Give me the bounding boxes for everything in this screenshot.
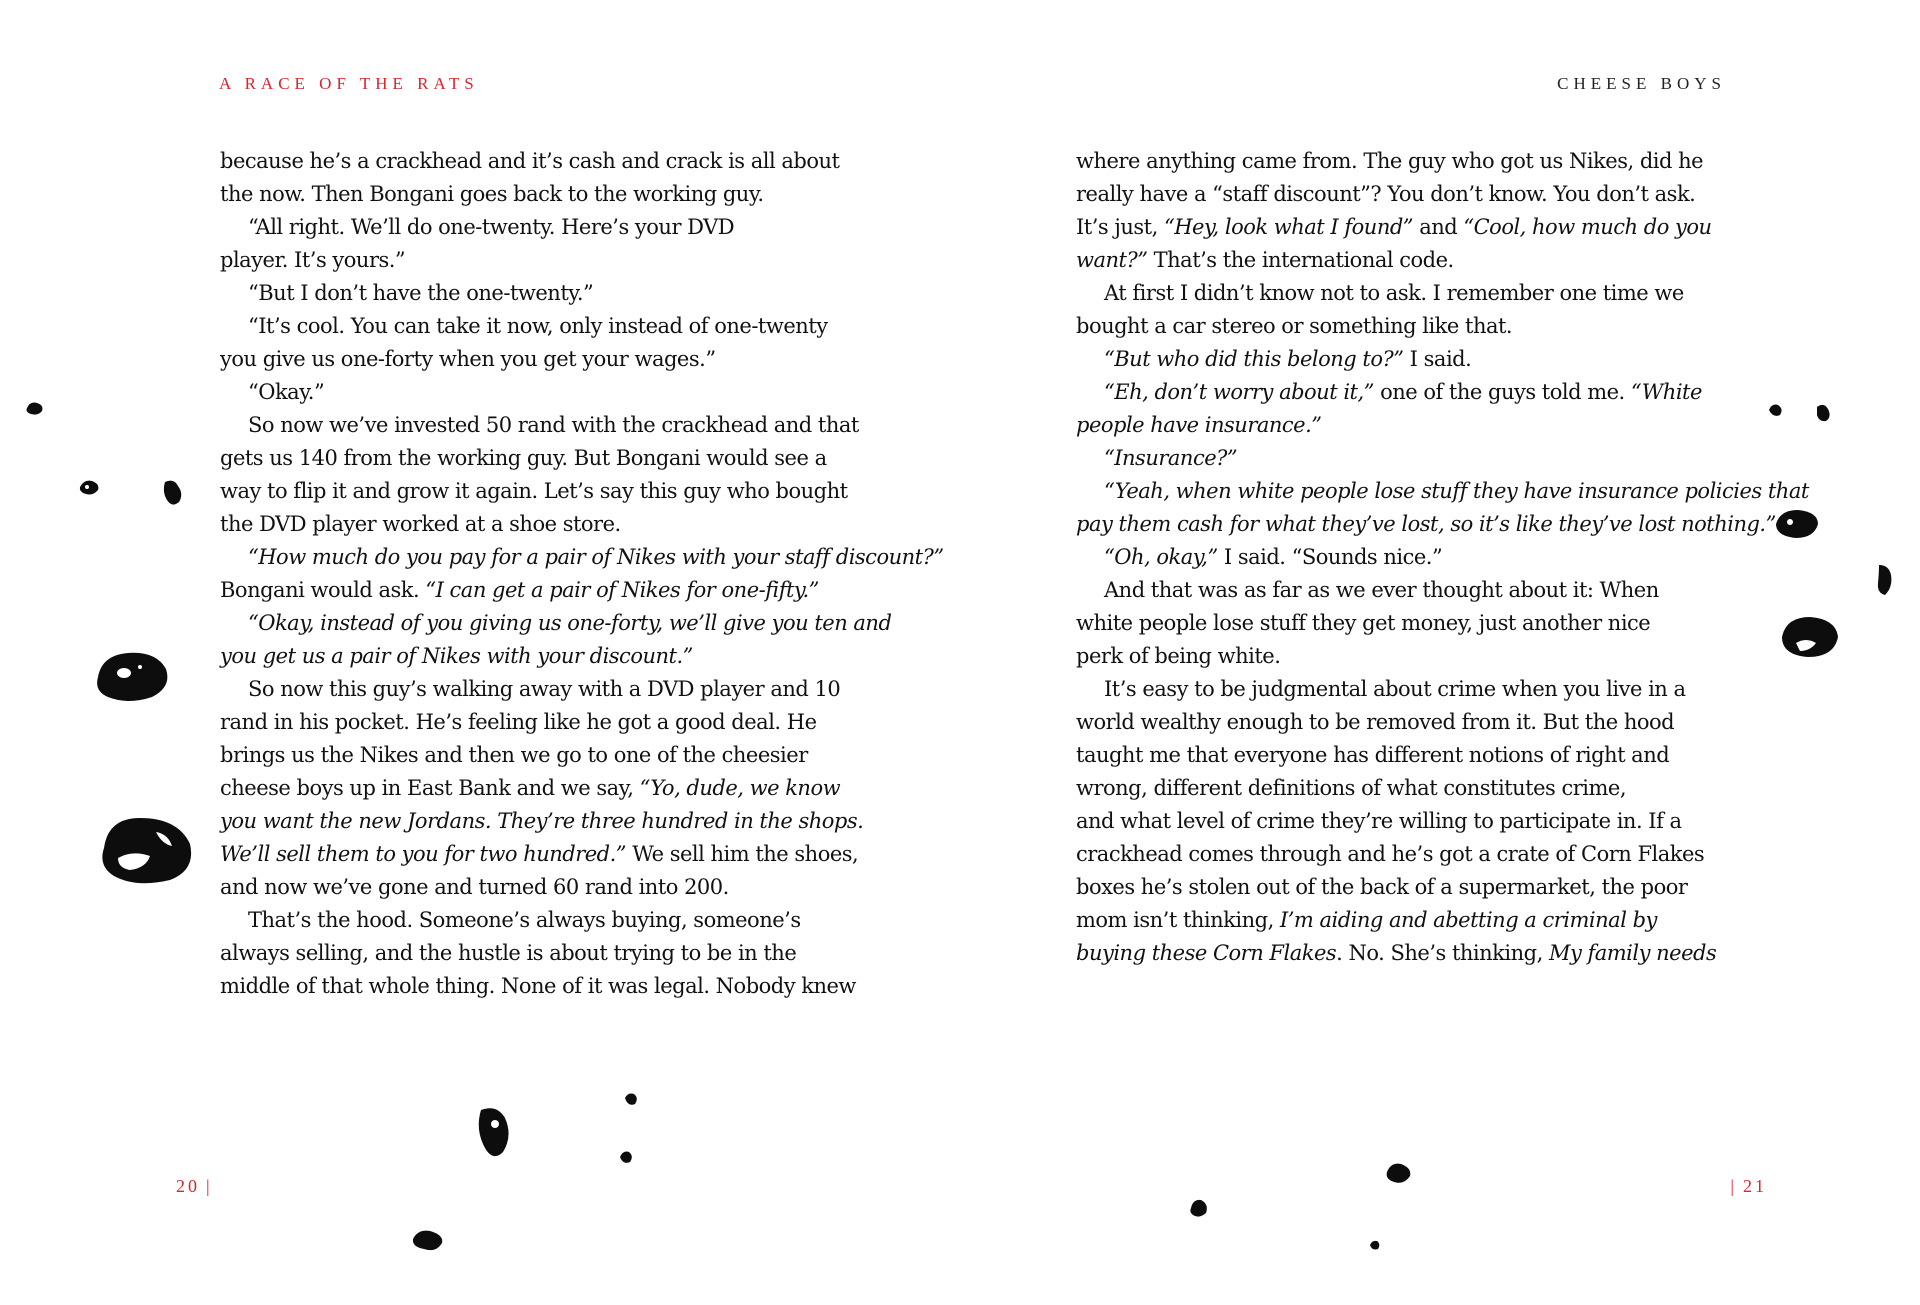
- italic-text: I’m aiding and abetting a criminal by: [1279, 908, 1657, 932]
- running-head-right: CHEESE BOYS: [1557, 74, 1726, 93]
- text-line: [1076, 904, 1736, 937]
- italic-text: My family needs: [1548, 941, 1717, 965]
- text-run: We sell him the shoes,: [626, 842, 859, 866]
- text-line: [1076, 343, 1736, 376]
- body-text-right: [1076, 145, 1809, 970]
- text-run: “Okay.”: [248, 380, 325, 404]
- text-line: [1076, 541, 1736, 574]
- text-line: [1076, 640, 1736, 673]
- text-line: [1076, 772, 1736, 805]
- text-run: It’s just,: [1076, 215, 1164, 239]
- folio-divider: |: [1730, 1176, 1737, 1196]
- text-run: At first I didn’t know not to ask. I remember one time we: [1104, 281, 1684, 305]
- text-run: boxes he’s stolen out of the back of a supermarket, the poor: [1076, 875, 1688, 899]
- page-number: 20: [176, 1176, 200, 1196]
- text-line: [1076, 673, 1736, 706]
- text-line: [220, 310, 880, 343]
- text-run: the now. Then Bongani goes back to the working guy.: [220, 182, 764, 206]
- text-run: It’s easy to be judgmental about crime when you live in a: [1104, 677, 1686, 701]
- text-line: [220, 871, 880, 904]
- text-line: [1076, 739, 1736, 772]
- text-run: and: [1413, 215, 1464, 239]
- text-line: [220, 145, 880, 178]
- text-line: [220, 178, 880, 211]
- rat-illustration: [1368, 1238, 1382, 1252]
- text-run: I said. “Sounds nice.”: [1217, 545, 1443, 569]
- text-run: and what level of crime they’re willing to participate in. If a: [1076, 809, 1682, 833]
- rat-illustration: [410, 1227, 446, 1253]
- italic-text: you want the new Jordans. They’re three hundred in the shops.: [220, 809, 864, 833]
- text-line: [1076, 277, 1736, 310]
- text-line: [1076, 376, 1736, 409]
- rat-illustration: [1813, 401, 1833, 423]
- text-line: [1076, 838, 1736, 871]
- text-line: [220, 772, 880, 805]
- text-line: [1076, 145, 1736, 178]
- text-run: wrong, different definitions of what constitutes crime,: [1076, 776, 1626, 800]
- rat-illustration: [622, 1090, 640, 1108]
- text-run: “It’s cool. You can take it now, only instead of one-twenty: [248, 314, 828, 338]
- text-line: [220, 640, 880, 673]
- rat-illustration: [92, 647, 172, 705]
- italic-text: pay them cash for what they’ve lost, so it’s like they’ve lost nothing.”: [1076, 512, 1776, 536]
- rat-illustration: [1873, 563, 1895, 597]
- text-line: [220, 838, 880, 871]
- text-line: [220, 805, 880, 838]
- text-run: world wealthy enough to be removed from it. But the hood: [1076, 710, 1675, 734]
- italic-text: “Cool, how much do you: [1463, 215, 1712, 239]
- text-line: [220, 937, 880, 970]
- text-line: [220, 904, 880, 937]
- text-line: [220, 739, 880, 772]
- text-run: the DVD player worked at a shoe store.: [220, 512, 621, 536]
- text-run: one of the guys told me.: [1373, 380, 1631, 404]
- italic-text: want?”: [1076, 248, 1148, 272]
- italic-text: people have insurance.”: [1076, 413, 1322, 437]
- text-line: [1076, 475, 1809, 508]
- rat-illustration: [96, 812, 196, 888]
- text-run: rand in his pocket. He’s feeling like he got a good deal. He: [220, 710, 817, 734]
- text-run: “All right. We’ll do one-twenty. Here’s your DVD: [248, 215, 735, 239]
- text-line: [220, 244, 880, 277]
- rat-illustration: [473, 1104, 513, 1162]
- italic-text: “Oh, okay,”: [1104, 545, 1218, 569]
- text-run: and now we’ve gone and turned 60 rand into 200.: [220, 875, 729, 899]
- text-line: [220, 706, 880, 739]
- text-line: [1076, 178, 1736, 211]
- text-run: cheese boys up in East Bank and we say,: [220, 776, 640, 800]
- text-line: [1076, 805, 1736, 838]
- text-run: That’s the international code.: [1147, 248, 1454, 272]
- rat-illustration: [1187, 1196, 1211, 1220]
- text-run: where anything came from. The guy who got us Nikes, did he: [1076, 149, 1704, 173]
- text-run: really have a “staff discount”? You don’t know. You don’t ask.: [1076, 182, 1696, 206]
- text-line: [220, 541, 944, 574]
- text-line: [220, 343, 880, 376]
- italic-text: “Insurance?”: [1104, 446, 1238, 470]
- text-line: [220, 673, 880, 706]
- text-line: [1076, 442, 1736, 475]
- italic-text: “Yo, dude, we know: [639, 776, 841, 800]
- text-run: white people lose stuff they get money, just another nice: [1076, 611, 1651, 635]
- text-line: [220, 277, 880, 310]
- text-line: [220, 970, 880, 1003]
- text-run: Bongani would ask.: [220, 578, 426, 602]
- italic-text: you get us a pair of Nikes with your discount.”: [220, 644, 693, 668]
- text-line: [220, 409, 880, 442]
- italic-text: “I can get a pair of Nikes for one-fifty.”: [425, 578, 819, 602]
- text-run: always selling, and the hustle is about trying to be in the: [220, 941, 797, 965]
- italic-text: “Yeah, when white people lose stuff they have insurance policies that: [1104, 479, 1809, 503]
- text-run: bought a car stereo or something like that.: [1076, 314, 1513, 338]
- text-run: . No. She’s thinking,: [1336, 941, 1549, 965]
- text-run: middle of that whole thing. None of it was legal. Nobody knew: [220, 974, 856, 998]
- text-run: because he’s a crackhead and it’s cash and crack is all about: [220, 149, 840, 173]
- text-line: [220, 508, 880, 541]
- italic-text: “White: [1630, 380, 1702, 404]
- text-run: you give us one-forty when you get your wages.”: [220, 347, 716, 371]
- text-run: That’s the hood. Someone’s always buying, someone’s: [248, 908, 801, 932]
- right-page: [960, 0, 1920, 1305]
- text-line: [1076, 409, 1736, 442]
- rat-illustration: [160, 478, 186, 508]
- text-run: And that was as far as we ever thought about it: When: [1104, 578, 1659, 602]
- text-run: brings us the Nikes and then we go to one of the cheesier: [220, 743, 808, 767]
- rat-illustration: [1778, 613, 1842, 661]
- text-line: [220, 376, 880, 409]
- italic-text: “But who did this belong to?”: [1104, 347, 1404, 371]
- rat-illustration: [616, 1147, 636, 1167]
- italic-text: “Eh, don’t worry about it,”: [1104, 380, 1374, 404]
- text-run: crackhead comes through and he’s got a crate of Corn Flakes: [1076, 842, 1705, 866]
- text-line: [1076, 937, 1736, 970]
- text-run: So now we’ve invested 50 rand with the crackhead and that: [248, 413, 859, 437]
- body-text-left: [220, 145, 944, 1003]
- text-run: I said.: [1403, 347, 1472, 371]
- text-line: [1076, 706, 1736, 739]
- text-run: mom isn’t thinking,: [1076, 908, 1280, 932]
- running-head-left: A RACE OF THE RATS: [219, 74, 479, 93]
- text-run: perk of being white.: [1076, 644, 1281, 668]
- text-line: [1076, 871, 1736, 904]
- text-line: [1076, 211, 1736, 244]
- text-run: player. It’s yours.”: [220, 248, 406, 272]
- folio-divider: |: [206, 1176, 213, 1196]
- page-number-right: [1724, 1176, 1767, 1197]
- text-line: [220, 211, 880, 244]
- italic-text: “Hey, look what I found”: [1163, 215, 1414, 239]
- text-line: [220, 607, 892, 640]
- italic-text: buying these Corn Flakes: [1076, 941, 1337, 965]
- page-number: 21: [1743, 1176, 1767, 1196]
- text-run: taught me that everyone has different notions of right and: [1076, 743, 1670, 767]
- rat-illustration: [1772, 506, 1822, 542]
- text-run: gets us 140 from the working guy. But Bongani would see a: [220, 446, 827, 470]
- text-line: [1076, 574, 1736, 607]
- rat-illustration: [24, 398, 46, 418]
- text-run: “But I don’t have the one-twenty.”: [248, 281, 594, 305]
- rat-illustration: [78, 477, 102, 497]
- text-line: [1076, 508, 1776, 541]
- page-number-left: [176, 1176, 219, 1197]
- text-run: way to flip it and grow it again. Let’s say this guy who bought: [220, 479, 848, 503]
- text-line: [220, 442, 880, 475]
- italic-text: We’ll sell them to you for two hundred.”: [220, 842, 627, 866]
- text-line: [220, 574, 880, 607]
- text-line: [1076, 310, 1736, 343]
- text-line: [1076, 244, 1736, 277]
- italic-text: “How much do you pay for a pair of Nikes with your staff discount?”: [248, 545, 944, 569]
- text-line: [1076, 607, 1736, 640]
- text-run: So now this guy’s walking away with a DVD player and 10: [248, 677, 841, 701]
- text-line: [220, 475, 880, 508]
- italic-text: “Okay, instead of you giving us one-forty, we’ll give you ten and: [248, 611, 892, 635]
- rat-illustration: [1767, 401, 1785, 419]
- rat-illustration: [1384, 1160, 1414, 1186]
